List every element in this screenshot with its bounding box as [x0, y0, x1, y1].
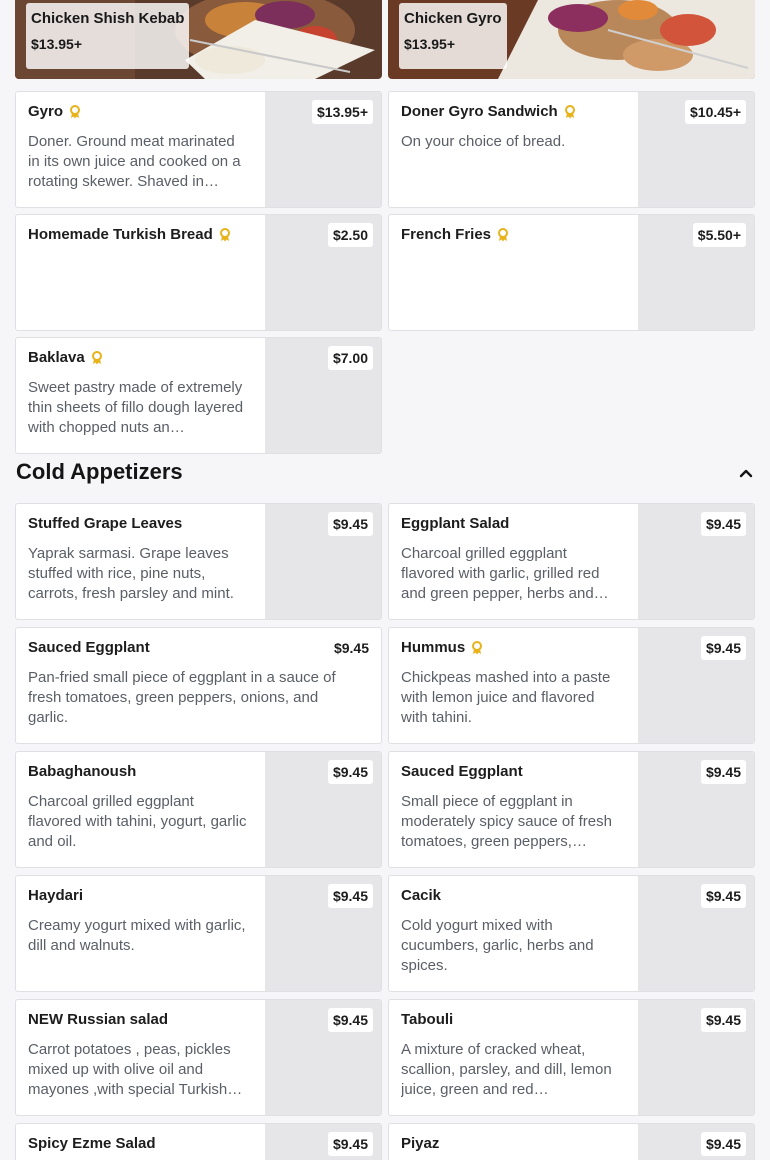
item-description: Charcoal grilled eggplant flavored with tahini, yogurt, garlic and oil. [28, 793, 247, 850]
item-description: Small piece of eggplant in moderately spicy sauce of fresh tomatoes, green peppers,… [401, 793, 612, 850]
item-price: $9.45 [701, 636, 746, 660]
item-description: Cold yogurt mixed with cucumbers, garlic, herbs and spices. [401, 917, 594, 974]
item-text [28, 1011, 250, 1100]
item-name: Stuffed Grape Leaves [28, 515, 183, 532]
award-ribbon-icon [497, 228, 509, 242]
featured-item-price: $13.95+ [31, 36, 82, 52]
item-name-row [28, 639, 348, 656]
item-name-row [401, 763, 623, 780]
item-price: $9.45 [333, 640, 369, 656]
item-description: Charcoal grilled eggplant flavored with garlic, grilled red and green pepper, herbs and… [401, 545, 609, 602]
featured-item-name: Chicken Shish Kebab [31, 10, 185, 27]
menu-item-card[interactable] [15, 875, 382, 992]
item-text [28, 226, 250, 255]
item-name-row [28, 103, 250, 120]
item-name: Sauced Eggplant [401, 763, 523, 780]
item-name-row [28, 515, 250, 532]
item-text [28, 103, 250, 192]
item-description: Creamy yogurt mixed with garlic, dill and walnuts. [28, 917, 246, 954]
item-price: $9.45 [328, 1008, 373, 1032]
item-text [28, 1135, 250, 1160]
item-name-row [28, 349, 250, 366]
item-text [401, 1011, 623, 1100]
menu-item-card[interactable] [388, 627, 755, 744]
item-price: $9.45 [328, 512, 373, 536]
menu-item-card[interactable] [388, 214, 755, 331]
item-text [401, 887, 623, 976]
item-description: A mixture of cracked wheat, scallion, parsley, and dill, lemon juice, green and red… [401, 1041, 612, 1098]
item-name: Spicy Ezme Salad [28, 1135, 156, 1152]
item-price: $2.50 [328, 223, 373, 247]
award-ribbon-icon [219, 228, 231, 242]
item-text [401, 103, 623, 152]
menu-item-card[interactable] [15, 1123, 382, 1160]
item-name: Hummus [401, 639, 466, 656]
featured-item-card[interactable] [388, 0, 755, 79]
item-name-row [28, 226, 250, 243]
featured-item-card[interactable] [15, 0, 382, 79]
item-price: $9.45 [701, 1132, 746, 1156]
item-name: Baklava [28, 349, 85, 366]
item-text [401, 226, 623, 255]
menu-item-card[interactable] [15, 214, 382, 331]
item-text [28, 349, 250, 438]
menu-item-card[interactable] [388, 1123, 755, 1160]
item-price: $9.45 [328, 1132, 373, 1156]
award-ribbon-icon [471, 641, 483, 655]
award-ribbon-icon [564, 105, 576, 119]
menu-item-card[interactable] [388, 91, 755, 208]
item-name: Homemade Turkish Bread [28, 226, 213, 243]
featured-label-box [26, 3, 189, 69]
item-price: $10.45+ [685, 100, 746, 124]
item-description: Yaprak sarmasi. Grape leaves stuffed with rice, pine nuts, carrots, fresh parsley and mint. [28, 545, 234, 602]
item-price: $5.50+ [693, 223, 746, 247]
item-name: NEW Russian salad [28, 1011, 169, 1028]
item-text [28, 763, 250, 852]
featured-item-name: Chicken Gyro [404, 10, 502, 27]
menu-item-card[interactable] [15, 337, 382, 454]
item-text [401, 1135, 623, 1160]
item-description: Doner. Ground meat marinated in its own juice and cooked on a rotating skewer. Shaved in… [28, 133, 241, 190]
item-name-row [28, 763, 250, 780]
menu-item-card[interactable] [388, 503, 755, 620]
item-description: On your choice of bread. [401, 133, 566, 150]
item-price: $9.45 [701, 884, 746, 908]
item-name-row [401, 1135, 623, 1152]
item-name: Gyro [28, 103, 64, 120]
menu-item-card[interactable] [15, 751, 382, 868]
item-price: $9.45 [701, 512, 746, 536]
item-name: Tabouli [401, 1011, 454, 1028]
item-name: Babaghanoush [28, 763, 137, 780]
chevron-up-icon [735, 463, 757, 483]
item-text [401, 763, 623, 852]
item-price: $9.45 [701, 1008, 746, 1032]
item-price: $9.45 [701, 760, 746, 784]
item-description: Sweet pastry made of extremely thin sheets of fillo dough layered with chopped nuts an… [28, 379, 244, 436]
item-name-row [401, 515, 623, 532]
award-ribbon-icon [91, 351, 103, 365]
collapse-section-button[interactable] [735, 463, 757, 483]
item-text [401, 515, 623, 604]
item-name-row [401, 1011, 623, 1028]
item-name: Doner Gyro Sandwich [401, 103, 558, 120]
section-title: Cold Appetizers [16, 459, 183, 484]
item-name: Haydari [28, 887, 84, 904]
item-name-row [28, 1011, 250, 1028]
featured-item-price: $13.95+ [404, 36, 455, 52]
item-text [401, 639, 623, 728]
menu-item-card[interactable] [388, 751, 755, 868]
menu-item-card[interactable] [15, 503, 382, 620]
item-price: $9.45 [328, 884, 373, 908]
menu-item-card[interactable] [388, 875, 755, 992]
item-price: $7.00 [328, 346, 373, 370]
item-name: Cacik [401, 887, 442, 904]
menu-item-card[interactable] [388, 999, 755, 1116]
item-name-row [401, 226, 623, 243]
item-name-row [401, 103, 623, 120]
item-text [28, 515, 250, 604]
award-ribbon-icon [69, 105, 81, 119]
item-name: Sauced Eggplant [28, 639, 150, 656]
item-name: Piyaz [401, 1135, 440, 1152]
item-name-row [401, 639, 623, 656]
item-description: Chickpeas mashed into a paste with lemon juice and flavored with tahini. [401, 669, 611, 726]
item-name-row [28, 1135, 250, 1152]
menu-item-card[interactable] [15, 627, 382, 744]
menu-item-card[interactable] [15, 999, 382, 1116]
item-price: $13.95+ [312, 100, 373, 124]
item-name-row [401, 887, 623, 904]
item-name: French Fries [401, 226, 492, 243]
item-text [28, 639, 348, 728]
item-price: $9.45 [328, 760, 373, 784]
item-text [28, 887, 250, 956]
item-name-row [28, 887, 250, 904]
item-description: Carrot potatoes , peas, pickles mixed up with olive oil and mayones ,with special Turkish… [28, 1041, 243, 1098]
menu-item-card[interactable] [15, 91, 382, 208]
item-description: Pan-fried small piece of eggplant in a sauce of fresh tomatoes, green peppers, onions, and garlic. [28, 669, 336, 726]
featured-label-box [399, 3, 507, 69]
item-name: Eggplant Salad [401, 515, 510, 532]
